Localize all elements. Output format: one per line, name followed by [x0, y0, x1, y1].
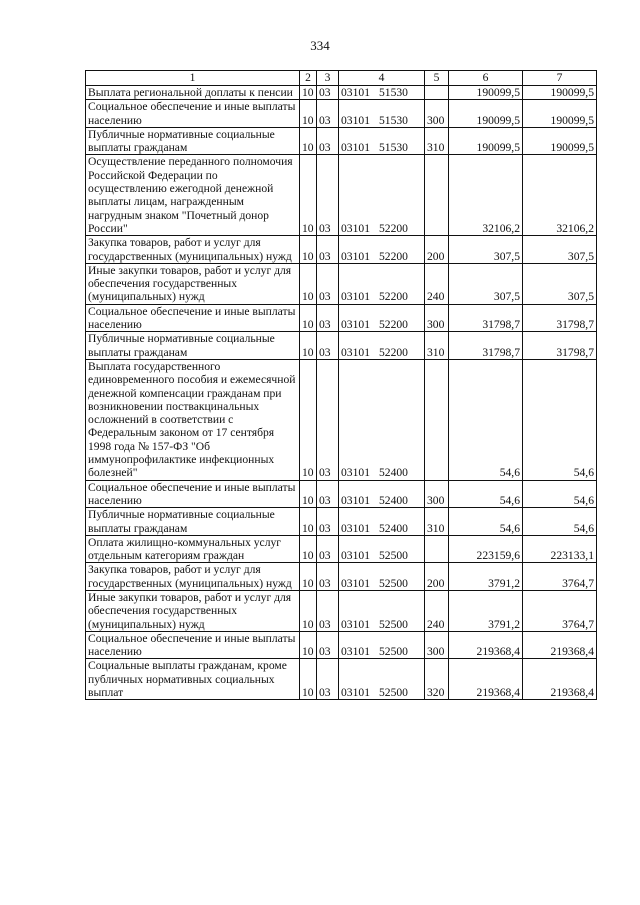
- row-subsection-cell: 03: [317, 508, 339, 536]
- row-subsection-cell: 03: [317, 659, 339, 700]
- row-expense-type-cell: [425, 155, 449, 236]
- header-row: [86, 71, 597, 86]
- row-name-cell: Иные закупки товаров, работ и услуг для обеспечения государственных (муниципальных) нужд: [86, 590, 300, 631]
- row-amount-col7-cell: 190099,5: [523, 127, 597, 155]
- table-row: [86, 236, 597, 264]
- row-target-article-cell: [339, 508, 425, 536]
- row-expense-type-cell: [425, 359, 449, 480]
- row-target-article-cell: [339, 535, 425, 563]
- row-name-cell: Публичные нормативные социальные выплаты гражданам: [86, 508, 300, 536]
- row-expense-type-cell: 300: [425, 480, 449, 508]
- row-amount-col7-cell: 31798,7: [523, 332, 597, 360]
- row-amount-col6-cell: 190099,5: [449, 127, 523, 155]
- header-cell-6: 6: [449, 71, 523, 86]
- row-section-cell: 10: [300, 86, 317, 100]
- row-expense-type-cell: 300: [425, 100, 449, 128]
- row-amount-col7-cell: 219368,4: [523, 659, 597, 700]
- table-row: [86, 263, 597, 304]
- row-expense-type-cell: 240: [425, 590, 449, 631]
- header-cell-3: 3: [317, 71, 339, 86]
- row-amount-col7-cell: 54,6: [523, 480, 597, 508]
- row-amount-col6-cell: 31798,7: [449, 332, 523, 360]
- row-name-cell: Закупка товаров, работ и услуг для государственных (муниципальных) нужд: [86, 236, 300, 264]
- row-name-cell: Социальное обеспечение и иные выплаты населению: [86, 304, 300, 332]
- row-expense-type-cell: 300: [425, 304, 449, 332]
- row-amount-col6-cell: 54,6: [449, 359, 523, 480]
- row-target-article-cell: [339, 659, 425, 700]
- row-subsection-cell: 03: [317, 263, 339, 304]
- row-amount-col7-cell: 32106,2: [523, 155, 597, 236]
- row-amount-col7-cell: 307,5: [523, 236, 597, 264]
- row-amount-col6-cell: 223159,6: [449, 535, 523, 563]
- row-subsection-cell: 03: [317, 590, 339, 631]
- header-cell-4: 4: [339, 71, 425, 86]
- target-article-program: 03101: [341, 249, 370, 263]
- target-article-direction: 52500: [378, 686, 408, 700]
- row-amount-col7-cell: 31798,7: [523, 304, 597, 332]
- row-section-cell: 10: [300, 263, 317, 304]
- row-target-article-cell: [339, 127, 425, 155]
- target-article-direction: 52400: [378, 521, 408, 535]
- table-row: [86, 332, 597, 360]
- row-name-cell: Социальное обеспечение и иные выплаты населению: [86, 631, 300, 659]
- target-article-program: 03101: [341, 141, 370, 155]
- row-amount-col6-cell: 307,5: [449, 236, 523, 264]
- table-row: [86, 359, 597, 480]
- row-subsection-cell: 03: [317, 480, 339, 508]
- row-target-article-cell: [339, 86, 425, 100]
- row-name-cell: Социальные выплаты гражданам, кроме публичных нормативных социальных выплат: [86, 659, 300, 700]
- target-article-program: 03101: [341, 521, 370, 535]
- target-article-direction: 52200: [378, 249, 408, 263]
- row-target-article-cell: [339, 263, 425, 304]
- row-name-cell: Закупка товаров, работ и услуг для государственных (муниципальных) нужд: [86, 563, 300, 591]
- table-row: [86, 631, 597, 659]
- row-amount-col6-cell: 54,6: [449, 508, 523, 536]
- row-section-cell: 10: [300, 508, 317, 536]
- row-amount-col7-cell: 3764,7: [523, 563, 597, 591]
- row-amount-col7-cell: 190099,5: [523, 86, 597, 100]
- row-section-cell: 10: [300, 535, 317, 563]
- row-expense-type-cell: 200: [425, 236, 449, 264]
- table-row: [86, 659, 597, 700]
- row-name-cell: Публичные нормативные социальные выплаты гражданам: [86, 127, 300, 155]
- row-amount-col6-cell: 31798,7: [449, 304, 523, 332]
- row-amount-col7-cell: 219368,4: [523, 631, 597, 659]
- table-row: [86, 535, 597, 563]
- target-article-program: 03101: [341, 549, 370, 563]
- table-row: [86, 100, 597, 128]
- table-row: [86, 304, 597, 332]
- row-amount-col7-cell: 3764,7: [523, 590, 597, 631]
- row-amount-col7-cell: 307,5: [523, 263, 597, 304]
- row-subsection-cell: 03: [317, 359, 339, 480]
- row-target-article-cell: [339, 332, 425, 360]
- target-article-direction: 52200: [378, 318, 408, 332]
- row-target-article-cell: [339, 631, 425, 659]
- row-section-cell: 10: [300, 304, 317, 332]
- target-article-program: 03101: [341, 221, 370, 235]
- target-article-direction: 52400: [378, 493, 408, 507]
- target-article-direction: 52200: [378, 345, 408, 359]
- target-article-program: 03101: [341, 113, 370, 127]
- row-name-cell: Выплата региональной доплаты к пенсии: [86, 86, 300, 100]
- target-article-program: 03101: [341, 345, 370, 359]
- row-amount-col6-cell: 3791,2: [449, 590, 523, 631]
- row-subsection-cell: 03: [317, 563, 339, 591]
- row-target-article-cell: [339, 563, 425, 591]
- target-article-direction: 52500: [378, 576, 408, 590]
- row-expense-type-cell: 310: [425, 127, 449, 155]
- row-subsection-cell: 03: [317, 631, 339, 659]
- row-section-cell: 10: [300, 659, 317, 700]
- row-section-cell: 10: [300, 332, 317, 360]
- target-article-direction: 52500: [378, 645, 408, 659]
- row-section-cell: 10: [300, 359, 317, 480]
- row-amount-col7-cell: 54,6: [523, 508, 597, 536]
- row-amount-col6-cell: 219368,4: [449, 659, 523, 700]
- target-article-program: 03101: [341, 645, 370, 659]
- target-article-direction: 52200: [378, 221, 408, 235]
- row-expense-type-cell: 320: [425, 659, 449, 700]
- target-article-direction: 52500: [378, 549, 408, 563]
- target-article-program: 03101: [341, 466, 370, 480]
- row-amount-col6-cell: 219368,4: [449, 631, 523, 659]
- row-subsection-cell: 03: [317, 236, 339, 264]
- row-expense-type-cell: 240: [425, 263, 449, 304]
- target-article-program: 03101: [341, 290, 370, 304]
- row-name-cell: Иные закупки товаров, работ и услуг для обеспечения государственных (муниципальных) нужд: [86, 263, 300, 304]
- row-section-cell: 10: [300, 590, 317, 631]
- table-row: [86, 127, 597, 155]
- row-subsection-cell: 03: [317, 332, 339, 360]
- budget-table: [85, 70, 597, 700]
- row-expense-type-cell: 310: [425, 332, 449, 360]
- row-section-cell: 10: [300, 127, 317, 155]
- target-article-program: 03101: [341, 318, 370, 332]
- table-row: [86, 480, 597, 508]
- row-name-cell: Социальное обеспечение и иные выплаты населению: [86, 100, 300, 128]
- row-target-article-cell: [339, 359, 425, 480]
- row-expense-type-cell: [425, 535, 449, 563]
- row-section-cell: 10: [300, 563, 317, 591]
- row-target-article-cell: [339, 100, 425, 128]
- row-amount-col6-cell: 190099,5: [449, 86, 523, 100]
- row-amount-col6-cell: 32106,2: [449, 155, 523, 236]
- header-cell-1: 1: [86, 71, 300, 86]
- row-expense-type-cell: [425, 86, 449, 100]
- row-amount-col7-cell: 223133,1: [523, 535, 597, 563]
- row-subsection-cell: 03: [317, 100, 339, 128]
- page-number: 334: [310, 38, 330, 53]
- row-section-cell: 10: [300, 631, 317, 659]
- target-article-program: 03101: [341, 493, 370, 507]
- row-amount-col6-cell: 3791,2: [449, 563, 523, 591]
- row-amount-col6-cell: 307,5: [449, 263, 523, 304]
- table-row: [86, 563, 597, 591]
- row-subsection-cell: 03: [317, 304, 339, 332]
- row-name-cell: Выплата государственного единовременного пособия и ежемесячной денежной компенсации гражданам при возникновении поствакцинальных осложнений в соответствии с Федеральным законом от 17 сентября 1998 года № 157-ФЗ "Об иммунопрофилактике инфекционных болезней": [86, 359, 300, 480]
- row-section-cell: 10: [300, 480, 317, 508]
- row-section-cell: 10: [300, 155, 317, 236]
- table-row: [86, 508, 597, 536]
- row-subsection-cell: 03: [317, 535, 339, 563]
- row-name-cell: Осуществление переданного полномочия Российской Федерации по осуществлению ежегодной денежной выплаты лицам, награжденным нагрудным знаком "Почетный донор России": [86, 155, 300, 236]
- row-target-article-cell: [339, 590, 425, 631]
- row-expense-type-cell: 310: [425, 508, 449, 536]
- row-section-cell: 10: [300, 100, 317, 128]
- header-cell-2: 2: [300, 71, 317, 86]
- row-amount-col6-cell: 54,6: [449, 480, 523, 508]
- row-expense-type-cell: 300: [425, 631, 449, 659]
- row-amount-col6-cell: 190099,5: [449, 100, 523, 128]
- row-target-article-cell: [339, 236, 425, 264]
- target-article-direction: 52400: [378, 466, 408, 480]
- row-amount-col7-cell: 54,6: [523, 359, 597, 480]
- target-article-direction: 51530: [378, 141, 408, 155]
- row-amount-col7-cell: 190099,5: [523, 100, 597, 128]
- row-target-article-cell: [339, 304, 425, 332]
- header-cell-7: 7: [523, 71, 597, 86]
- table-row: [86, 86, 597, 100]
- row-subsection-cell: 03: [317, 127, 339, 155]
- row-subsection-cell: 03: [317, 155, 339, 236]
- target-article-program: 03101: [341, 686, 370, 700]
- target-article-direction: 51530: [378, 86, 408, 99]
- row-subsection-cell: 03: [317, 86, 339, 100]
- row-section-cell: 10: [300, 236, 317, 264]
- row-target-article-cell: [339, 155, 425, 236]
- row-name-cell: Публичные нормативные социальные выплаты гражданам: [86, 332, 300, 360]
- target-article-program: 03101: [341, 86, 370, 99]
- header-cell-5: 5: [425, 71, 449, 86]
- target-article-direction: 52200: [378, 290, 408, 304]
- target-article-program: 03101: [341, 576, 370, 590]
- table-row: [86, 590, 597, 631]
- row-target-article-cell: [339, 480, 425, 508]
- table-row: [86, 155, 597, 236]
- target-article-program: 03101: [341, 617, 370, 631]
- target-article-direction: 51530: [378, 113, 408, 127]
- row-name-cell: Социальное обеспечение и иные выплаты населению: [86, 480, 300, 508]
- target-article-direction: 52500: [378, 617, 408, 631]
- row-expense-type-cell: 200: [425, 563, 449, 591]
- row-name-cell: Оплата жилищно-коммунальных услуг отдельным категориям граждан: [86, 535, 300, 563]
